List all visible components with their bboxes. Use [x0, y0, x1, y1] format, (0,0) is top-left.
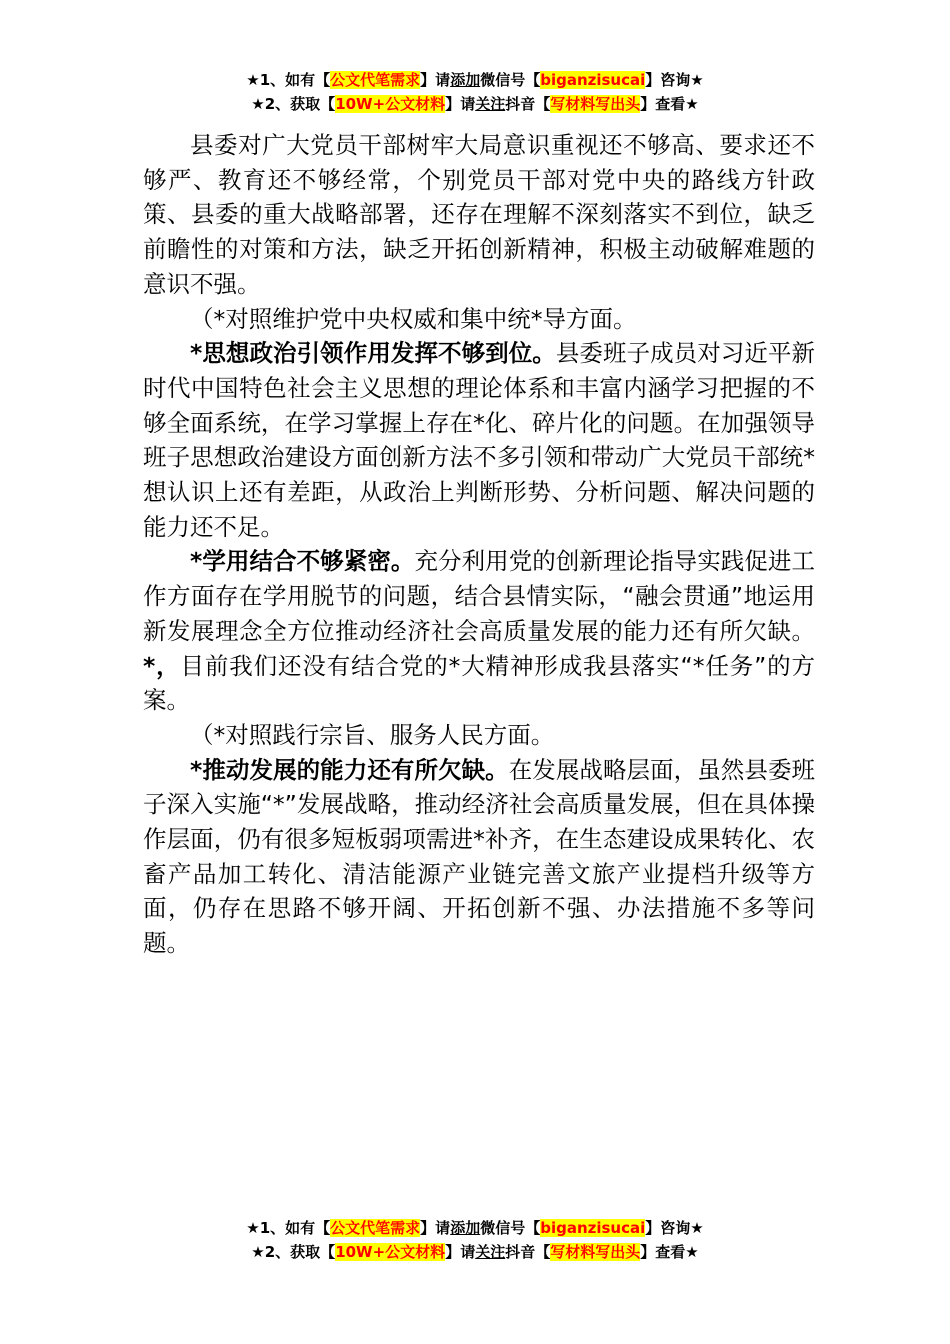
banner-text: 】查看★ [640, 1243, 699, 1261]
banner-text: ★2、获取【 [251, 1243, 336, 1261]
banner-text: 】请 [420, 71, 451, 89]
banner-text: 】请 [445, 1243, 476, 1261]
paragraph-lead: *思想政治引领作用发挥不够到位。 [190, 339, 556, 368]
banner-line-1 [0, 1216, 950, 1240]
paragraph: 县委对广大党员干部树牢大局意识重视还不够高、要求还不够严、教育还不够经常，个别党员干部对党中央的路线方针政策、县委的重大战略部署，还存在理解不深刻落实不到位，缺乏前瞻性的对策和方法，缺乏开拓创新精神，积极主动破解难题的意识不强。 [143, 131, 815, 298]
banner-text: ★1、如有【 [246, 1219, 331, 1237]
banner-text: 微信号【 [480, 71, 541, 89]
footer-banner [0, 1216, 950, 1264]
paragraph-text: 目前我们还没有结合党的*大精神形成我县落实“*任务”的方案。 [143, 651, 815, 715]
banner-highlight: 公文代笔需求 [330, 71, 421, 89]
banner-highlight: biganzisucai [540, 1219, 646, 1237]
banner-highlight: 写材料写出头 [550, 95, 641, 113]
paragraph-text: 县委班子成员对习近平新时代中国特色社会主义思想的理论体系和丰富内涵学习把握的不够全面系统，在学习掌握上存在*化、碎片化的问题。在加强领导班子思想政治建设方面创新方法不多引领和带动广大党员干部统*想认识上还有差距，从政治上判断形势、分析问题、解决问题的能力还不足。 [143, 339, 815, 541]
banner-underline-text: 添加 [450, 71, 481, 89]
banner-text: 微信号【 [480, 1219, 541, 1237]
banner-text: 抖音【 [505, 1243, 551, 1261]
paragraph-text: 在发展战略层面，虽然县委班子深入实施“*”发展战略，推动经济社会高质量发展，但在具体操作层面，仍有很多短板弱项需进*补齐，在生态建设成果转化、农畜产品加工转化、清洁能源产业链完善文旅产业提档升级等方面，仍存在思路不够开阔、开拓创新不强、办法措施不多等问题。 [143, 755, 816, 958]
banner-text: 抖音【 [505, 95, 551, 113]
paragraph-bold-mark: *， [143, 651, 181, 680]
banner-line-1 [0, 68, 950, 92]
paragraph-lead: *推动发展的能力还有所欠缺。 [190, 755, 509, 784]
banner-line-2 [0, 1240, 950, 1264]
banner-text: ★1、如有【 [246, 71, 331, 89]
banner-text: 】请 [445, 95, 476, 113]
banner-underline-text: 关注 [475, 1243, 506, 1261]
section-heading: （*对照践行宗旨、服务人民方面。 [190, 720, 555, 749]
banner-underline-text: 关注 [475, 95, 506, 113]
banner-text: 】咨询★ [645, 71, 704, 89]
paragraph [143, 336, 815, 544]
banner-line-2 [0, 92, 950, 116]
header-banner [0, 68, 950, 116]
banner-text: 】查看★ [640, 95, 699, 113]
document-body [143, 128, 815, 961]
paragraph [143, 753, 815, 961]
banner-text: 】咨询★ [645, 1219, 704, 1237]
section-heading: （*对照维护党中央权威和集中统*导方面。 [190, 304, 637, 333]
banner-highlight: 10W+公文材料 [335, 95, 446, 113]
paragraph-lead: *学用结合不够紧密。 [190, 547, 415, 576]
paragraph [143, 544, 815, 718]
banner-highlight: biganzisucai [540, 71, 646, 89]
banner-text: ★2、获取【 [251, 95, 336, 113]
banner-highlight: 写材料写出头 [550, 1243, 641, 1261]
banner-text: 】请 [420, 1219, 451, 1237]
banner-highlight: 公文代笔需求 [330, 1219, 421, 1237]
banner-underline-text: 添加 [450, 1219, 481, 1237]
banner-highlight: 10W+公文材料 [335, 1243, 446, 1261]
paragraph-text: 充分利用党的创新理论指导实践促进工作方面存在学用脱节的问题，结合县情实际，“融会贯通”地运用新发展理念全方位推动经济社会高质量发展的能力还有所欠缺。 [143, 547, 816, 645]
